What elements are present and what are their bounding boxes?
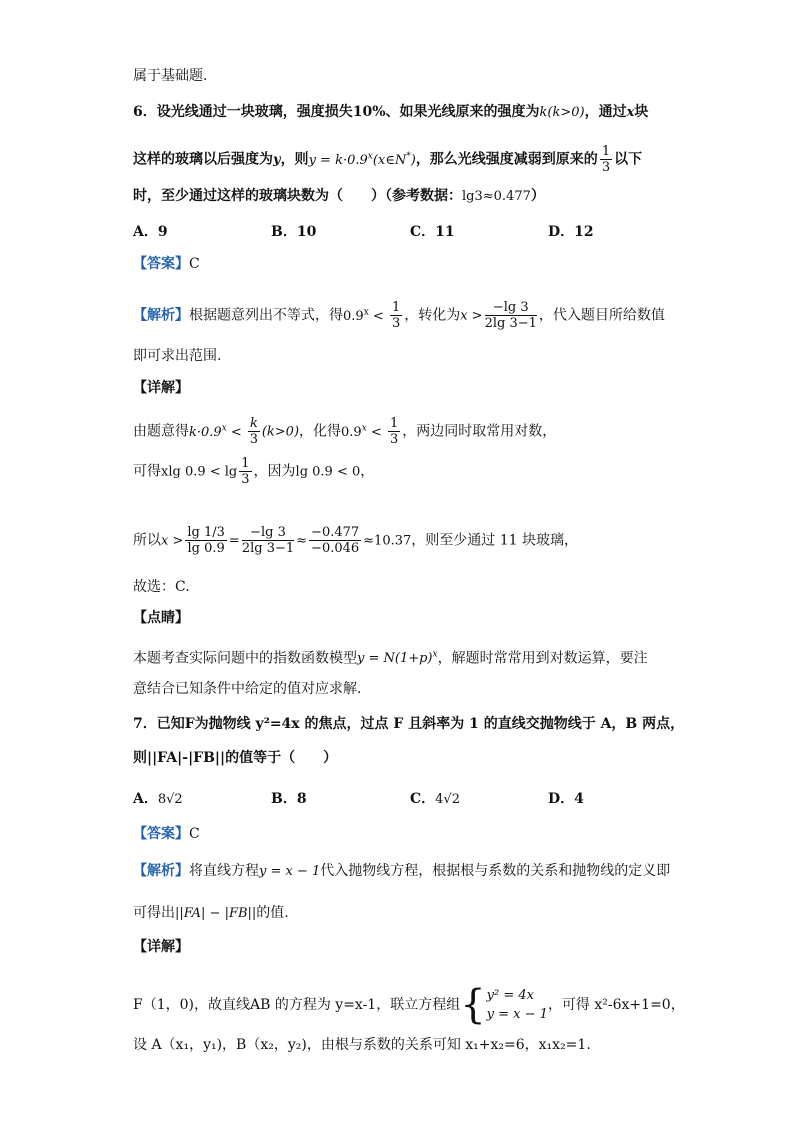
detail-math: ≈10.37 xyxy=(363,533,412,549)
q6-answer xyxy=(133,254,200,274)
detail-math: $0.9^x$ < xyxy=(341,423,386,440)
q6-k-cond: k(k>0) xyxy=(539,105,585,120)
q6-detail-line-1: 由题意得$k\cdot 0.9^x$ < $\frac{k}{3}$ (k>0)，化得$0.9^x$ < $\frac{1}{3}$ ，两边同时取常用对数， xyxy=(133,416,557,447)
analysis-math: ||FA| − |FB|| xyxy=(175,906,257,921)
detail-fraction: $\frac{1}{3}$ xyxy=(241,456,250,487)
analysis-tag: 【解析】 xyxy=(133,307,189,324)
q6-text: 时，至少通过这样的玻璃块数为（ ）（参考数据： xyxy=(133,188,462,204)
q7-analysis-line-2: 可得出||FA| − |FB||的值. xyxy=(133,905,289,921)
comment-math: $y = N(1+p)^x$ xyxy=(357,650,438,667)
q6-detail-line-4: 故选：C. xyxy=(133,579,190,595)
q7-detail-line-2: 设 A（x₁，y₁)，B（x₂，y₂)，由根与系数的关系可知 x₁+x₂=6，x₁x₂=1. xyxy=(133,1037,591,1053)
analysis-tag: 【解析】 xyxy=(133,863,189,879)
detail-math: x > xyxy=(161,533,184,549)
detail-fraction: $\frac{1}{3}$ xyxy=(389,416,399,447)
answer-value: C xyxy=(189,826,200,842)
analysis-fraction: $\frac{-\lg 3}{2\lg 3-1}$ xyxy=(484,300,537,331)
detail-math: ≈ xyxy=(296,533,308,549)
q6-comment-line-2: 意结合已知条件中给定的值对应求解. xyxy=(133,681,362,697)
detail-math: lg 0.9 < 0 xyxy=(295,464,361,480)
detail-math: xlg 0.9 < lg xyxy=(161,464,238,480)
q6-text: ，那么光线强度减弱到原来的 xyxy=(415,151,598,168)
q7-detail-line-1: F（1，0)，故直线AB 的方程为 y=x-1，联立方程组{ y² = 4x y = x − 1 ，可得 x²-6x+1=0， xyxy=(133,982,685,1028)
q7-option-a[interactable]: A．8√2 xyxy=(133,791,183,807)
q6-detail-line-2: 可得xlg 0.9 < lg $\frac{1}{3}$ ，因为lg 0.9 < 0， xyxy=(133,456,375,487)
q7-detail-tag: 【详解】 xyxy=(133,939,189,955)
analysis-math: x > xyxy=(460,308,483,324)
question-6-line-3 xyxy=(133,186,545,207)
q6-option-a[interactable]: A．9 xyxy=(133,224,168,240)
q7-option-b[interactable]: B．8 xyxy=(271,791,307,807)
text-line: 属于基础题. xyxy=(133,68,208,84)
q6-analysis-line-2: 即可求出范围. xyxy=(133,348,222,364)
detail-math: (k>0) xyxy=(261,424,300,440)
q6-options xyxy=(133,222,733,242)
equation-system: y² = 4x y = x − 1 xyxy=(486,988,548,1022)
analysis-math: $0.9^x$ < xyxy=(343,307,388,324)
question-7-line-1: 7．已知F为抛物线 y²=4x 的焦点，过点 F 且斜率为 1 的直线交抛物线于 A，B 两点， xyxy=(133,716,685,732)
q7-answer xyxy=(133,824,200,844)
q6-text: 以下 xyxy=(614,151,643,168)
q7-analysis-line-1: 【解析】将直线方程y = x − 1代入抛物线方程，根据根与系数的关系和抛物线的定义即 xyxy=(133,863,671,879)
q6-var-y: y xyxy=(273,152,281,168)
question-6-line-1 xyxy=(133,102,648,123)
detail-fraction: $\frac{-\lg 3}{2\lg 3-1}$ xyxy=(241,525,295,556)
q6-option-c[interactable]: C．11 xyxy=(410,224,455,240)
q6-text: ） xyxy=(530,188,545,204)
q6-comment-tag: 【点睛】 xyxy=(133,610,189,626)
detail-fraction: $\frac{k}{3}$ xyxy=(249,416,259,447)
q6-text: ，通过 xyxy=(584,104,627,120)
analysis-text: ，代入题目所给数值 xyxy=(538,307,665,324)
answer-tag: 【答案】 xyxy=(133,826,189,842)
detail-fraction: $\frac{\lg 1/3}{\lg 0.9}$ xyxy=(187,525,225,556)
analysis-math: y = x − 1 xyxy=(259,864,321,879)
q7-options xyxy=(133,789,733,811)
q6-option-d[interactable]: D．12 xyxy=(548,224,594,240)
q6-var-x: x xyxy=(626,105,635,120)
answer-value: C xyxy=(189,256,200,272)
answer-tag: 【答案】 xyxy=(133,256,189,272)
q6-reference: lg3≈0.477 xyxy=(462,189,531,204)
q6-text: 这样的玻璃以后强度为 xyxy=(133,151,273,168)
q6-analysis-line-1 xyxy=(133,300,665,331)
q6-comment-line-1: 本题考查实际问题中的指数函数模型$y = N(1+p)^x$，解题时常常用到对数运算，要注 xyxy=(133,650,648,667)
q6-formula: $y = k\cdot 0.9^x(x\in N^*)$ xyxy=(308,151,416,168)
q6-detail-line-3: 所以x > $\frac{\lg 1/3}{\lg 0.9}$ = $\frac{-\lg 3}{2\lg 3-1}$ ≈ $\frac{-0.477}{-0.046}$ ≈10.37，则至少通过 11 块玻璃， xyxy=(133,525,578,556)
analysis-text: 根据题意列出不等式，得 xyxy=(189,307,343,324)
question-6-line-2 xyxy=(133,144,642,175)
detail-fraction: $\frac{-0.477}{-0.046}$ xyxy=(311,525,360,556)
q6-text: ，则 xyxy=(280,151,309,168)
q6-option-b[interactable]: B．10 xyxy=(271,224,317,240)
detail-math: $k\cdot 0.9^x$ < xyxy=(189,423,246,440)
q7-option-c[interactable]: C．4√2 xyxy=(410,791,460,807)
q6-text: 6．设光线通过一块玻璃，强度损失10%、如果光线原来的强度为 xyxy=(133,104,540,120)
detail-math: = xyxy=(228,533,240,549)
analysis-fraction: $\frac{1}{3}$ xyxy=(391,300,401,331)
q7-option-d[interactable]: D．4 xyxy=(548,791,584,807)
analysis-text: ，转化为 xyxy=(404,307,461,324)
q6-fraction: $\frac{1}{3}$ xyxy=(601,144,611,175)
question-7-line-2: 则||FA|-|FB||的值等于（ ） xyxy=(133,750,338,766)
q6-text: 块 xyxy=(634,104,649,120)
q6-detail-tag: 【详解】 xyxy=(133,380,189,396)
